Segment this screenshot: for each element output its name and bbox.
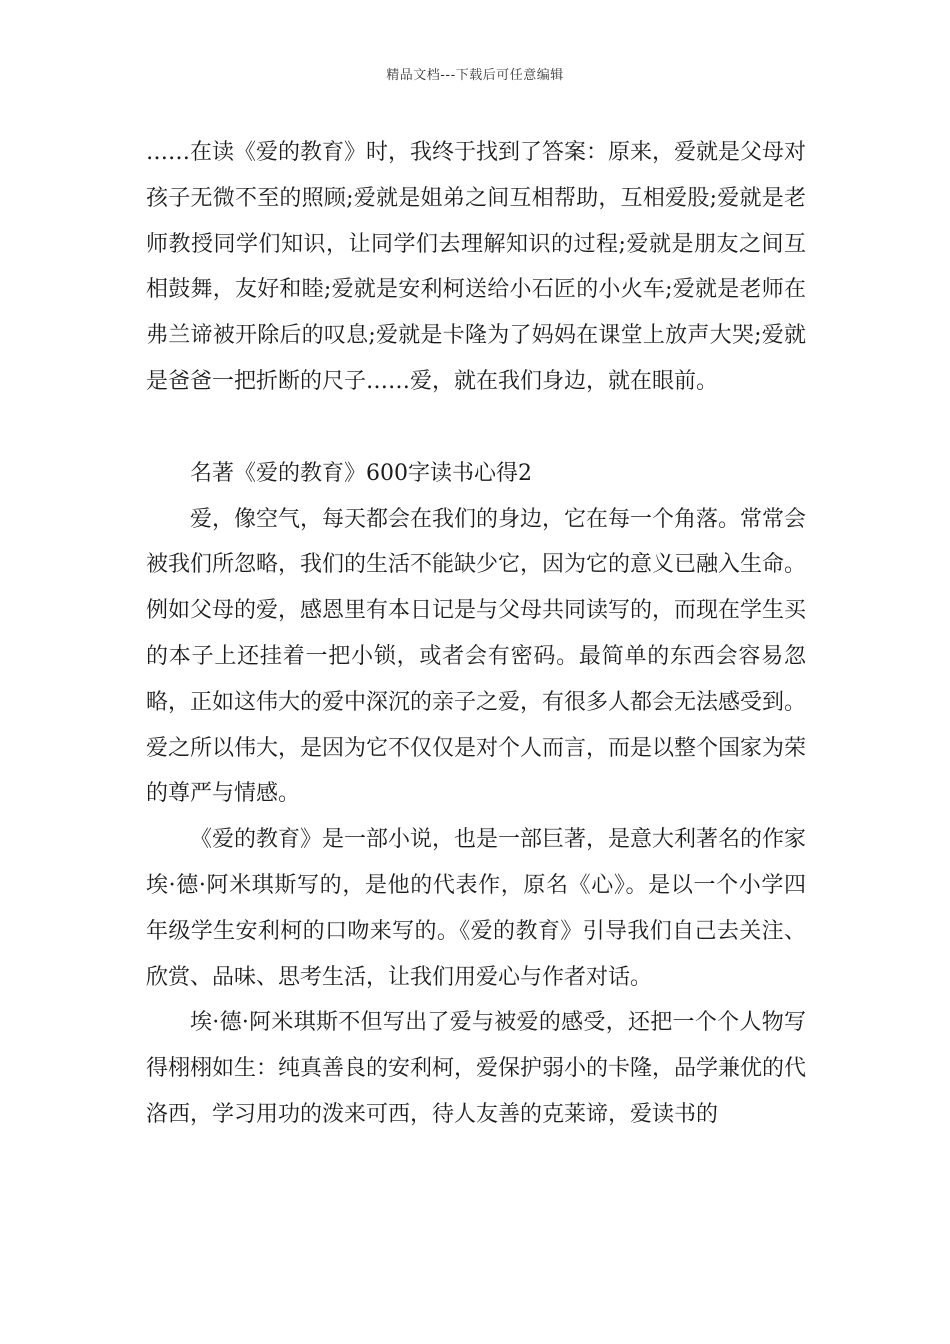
paragraph-2: 爱，像空气，每天都会在我们的身边，它在每一个角落。常常会被我们所忽略，我们的生活不能缺少它，因为它的意义已融入生命。例如父母的爱，感恩里有本日记是与父母共同读写的，而现在学生买的本子上还挂着一把小锁，或者会有密码。最简单的东西会容易忽略，正如这伟大的爱中深沉的亲子之爱，有很多人都会无法感受到。爱之所以伟大，是因为它不仅仅是对个人而言，而是以整个国家为荣的尊严与情感。	[146, 506, 807, 807]
document-body	[146, 130, 806, 1138]
paragraph-gap	[146, 405, 806, 451]
paragraph-1: ……在读《爱的教育》时，我终于找到了答案：原来，爱就是父母对孩子无微不至的照顾;爱就是姐弟之间互相帮助，互相爱股;爱就是老师教授同学们知识，让同学们去理解知识的过程;爱就是朋友之间互相鼓舞，友好和睦;爱就是安利柯送给小石匠的小火车;爱就是老师在弗兰谛被开除后的叹息;爱就是卡隆为了妈妈在课堂上放声大哭;爱就是爸爸一把折断的尺子……爱，就在我们身边，就在眼前。	[146, 140, 807, 394]
paragraph-4: 埃·德·阿米琪斯不但写出了爱与被爱的感受，还把一个个人物写得栩栩如生：纯真善良的安利柯，爱保护弱小的卡隆，品学兼优的代洛西，学习用功的泼来可西，待人友善的克莱谛，爱读书的	[146, 1010, 807, 1127]
paragraph-3: 《爱的教育》是一部小说，也是一部巨著，是意大利著名的作家埃·德·阿米琪斯写的，是他的代表作，原名《心》。是以一个小学四年级学生安利柯的口吻来写的。《爱的教育》引导我们自己去关注、欣赏、品味、思考生活，让我们用爱心与作者对话。	[146, 827, 807, 990]
section-heading: 名著《爱的教育》600字读书心得2	[190, 460, 532, 486]
page-header: 精品文档---下载后可任意编辑	[386, 68, 564, 83]
